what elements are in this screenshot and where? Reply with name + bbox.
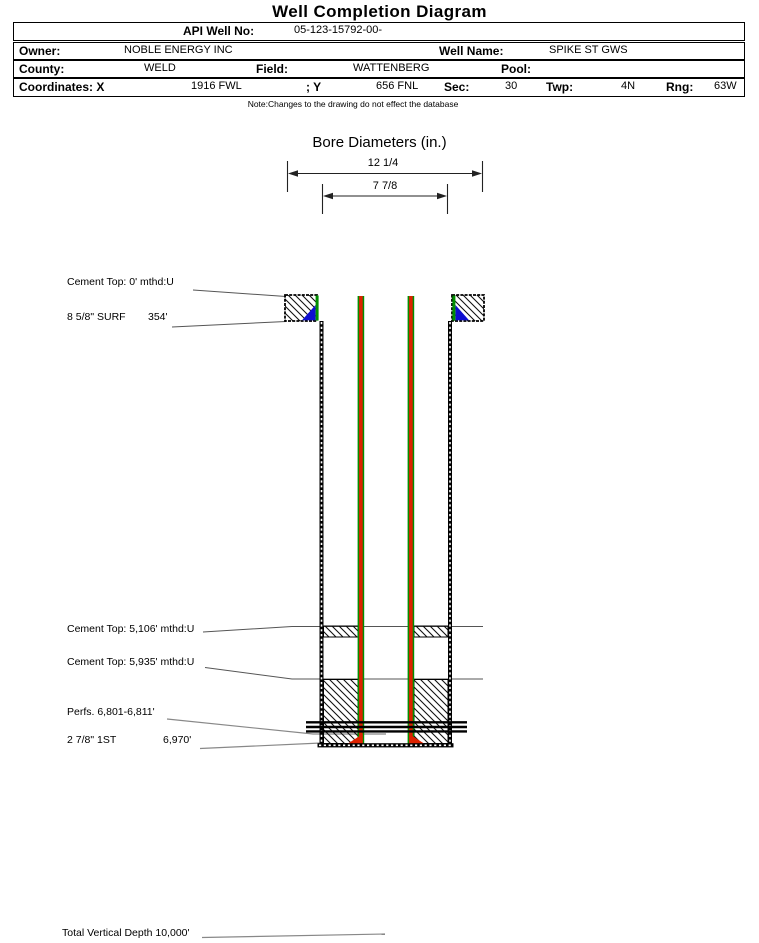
field-value: WATTENBERG [353, 62, 430, 74]
coordinates-label: Coordinates: X [19, 80, 105, 94]
owner-label: Owner: [19, 44, 61, 58]
perforations-label: Perfs. 6,801-6,811' [67, 706, 155, 718]
cement-region-5935-left [324, 680, 359, 744]
page-title: Well Completion Diagram [272, 2, 487, 21]
bore-inner-dimension-label: 7 7/8 [372, 180, 398, 192]
cement-band-5106-right [414, 626, 448, 637]
tubing-right [409, 296, 413, 744]
database-note: Note:Changes to the drawing do not effect the database [247, 99, 459, 109]
cement-top-lower-label: Cement Top: 5,935' mthd:U [67, 656, 195, 668]
leader-surface-casing [172, 322, 286, 328]
cement-region-5935-right [414, 680, 448, 744]
shoe-green-marker-right [452, 296, 455, 321]
leader-cement-top-surface [193, 290, 286, 297]
well-name-value: SPIKE ST GWS [549, 44, 628, 56]
pool-label: Pool: [501, 62, 531, 76]
cement-band-5106-left [324, 626, 359, 637]
coordinates-y-value: 656 FNL [376, 80, 419, 92]
sec-value: 30 [505, 80, 518, 92]
owner-value: NOBLE ENERGY INC [124, 44, 233, 56]
dimension-arrowheads [288, 170, 482, 199]
total-vertical-depth-label: Total Vertical Depth 10,000' [62, 927, 190, 939]
api-well-no-label: API Well No: [183, 24, 255, 38]
twp-label: Twp: [546, 80, 574, 94]
sec-label: Sec: [444, 80, 470, 94]
county-label: County: [19, 62, 65, 76]
leader-tubing-depth [200, 743, 321, 749]
leader-cement-top-lower [205, 668, 483, 680]
coordinates-x-value: 1916 FWL [191, 80, 242, 92]
casing-bottom [318, 743, 454, 747]
leader-total-depth [202, 934, 385, 938]
bore-dimension-lines [288, 161, 483, 214]
bore-outer-dimension-label: 12 1/4 [367, 157, 399, 169]
surface-casing-depth: 354' [148, 311, 168, 323]
tubing-depth: 6,970' [163, 734, 192, 746]
rng-value: 63W [714, 80, 737, 92]
coordinates-y-label: ; Y [306, 80, 322, 94]
shoe-green-marker-left [316, 296, 319, 321]
cement-top-mid-label: Cement Top: 5,106' mthd:U [67, 623, 195, 635]
field-label: Field: [256, 62, 288, 76]
lower-leader-lines [167, 719, 386, 938]
bore-diameters-title: Bore Diameters (in.) [312, 134, 447, 151]
annotation-leader-lines [172, 290, 483, 679]
tubing-label: 2 7/8" 1ST [67, 734, 117, 746]
well-name-label: Well Name: [439, 44, 504, 58]
surface-casing-label: 8 5/8" SURF [67, 311, 126, 323]
tubing-left [359, 296, 363, 744]
county-value: WELD [144, 62, 176, 74]
twp-value: 4N [621, 80, 636, 92]
api-well-no-value: 05-123-15792-00- [294, 24, 383, 36]
rng-label: Rng: [666, 80, 694, 94]
cement-top-surface-label: Cement Top: 0' mthd:U [67, 276, 174, 288]
